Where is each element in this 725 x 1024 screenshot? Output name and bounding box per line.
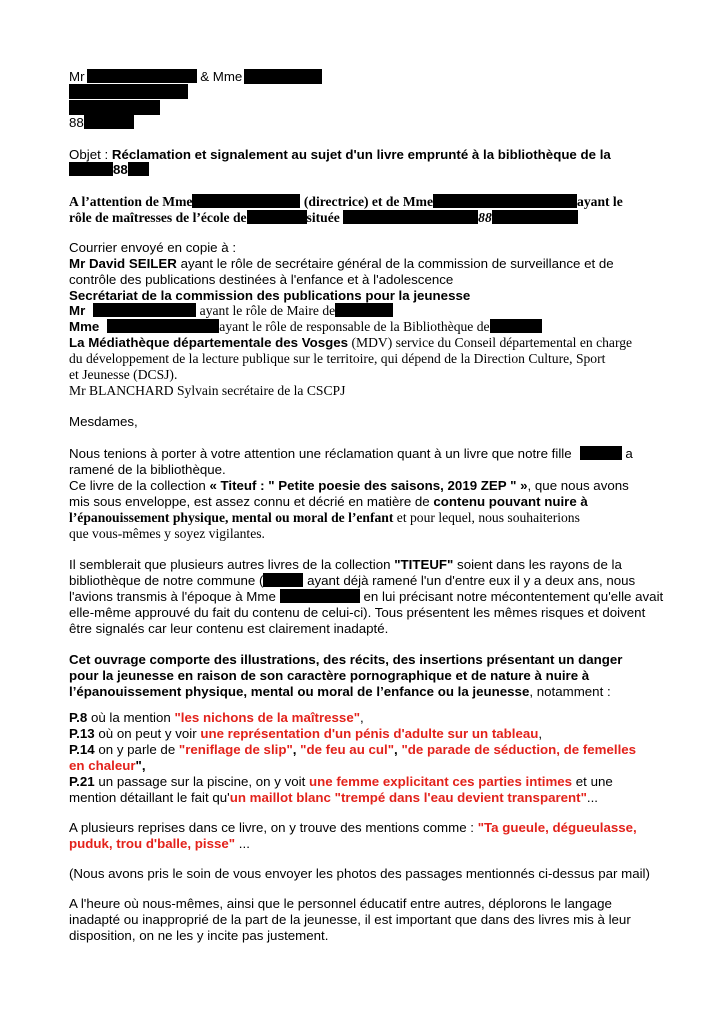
red-quote: "reniflage de slip" <box>178 742 293 757</box>
red-quote: une femme explicitant ces parties intimes <box>309 774 573 789</box>
redaction-box <box>490 319 542 333</box>
biblio-role: ayant le rôle de responsable de la Bibliothèque de <box>219 319 490 334</box>
p2-text: soient dans les rayons de la <box>453 557 622 572</box>
redaction-box <box>84 115 134 129</box>
page-ref: P.21 <box>69 774 95 789</box>
red-quote: "trempé dans l'eau devient transparent" <box>334 790 587 805</box>
copies-intro: Courrier envoyé en copie à : <box>69 240 237 255</box>
p3-line-2: pour la jeunesse en raison de son caractère pornographique et de nature à nuire à <box>69 668 590 683</box>
mention-text: , <box>538 726 543 741</box>
redaction-box <box>128 162 149 176</box>
copies-bibliotheque <box>69 319 542 335</box>
p2-text: Il semblerait que plusieurs autres livres de la collection <box>69 557 395 572</box>
redaction-box <box>93 303 196 317</box>
p1-text: mis sous enveloppe, est assez connu et décrié en matière de <box>69 494 434 509</box>
mention-p21 <box>69 774 613 790</box>
copies-mdv-2: du développement de la lecture publique sur le territoire, qui dépend de la Direction Culture, Sport <box>69 351 606 366</box>
p4-line-1 <box>69 820 637 836</box>
mention-p13 <box>69 726 542 742</box>
p1-text: et pour lequel, nous souhaiterions <box>393 510 580 525</box>
redaction-box <box>263 573 303 587</box>
p4-text: ... <box>235 836 250 851</box>
objet-line-2 <box>69 162 149 178</box>
mention-text: , <box>292 742 301 757</box>
p1-text: a <box>621 446 633 461</box>
seiler-name: Mr David SEILER <box>69 256 177 271</box>
mention-text: où on peut y voir <box>94 726 201 741</box>
redaction-box <box>107 319 219 333</box>
redaction-box <box>335 303 393 317</box>
p1-line-1 <box>69 446 633 462</box>
red-quote: "de feu au cul" <box>300 742 395 757</box>
p1-line-6: que vous-mêmes y soyez vigilantes. <box>69 526 265 541</box>
red-quote: un maillot blanc <box>229 790 331 805</box>
page-ref: P.14 <box>69 742 95 757</box>
mention-text: et une <box>572 774 613 789</box>
p2-text: ayant déjà ramené l'un d'entre eux il y a deux ans, nous <box>303 573 636 588</box>
redaction-box <box>69 162 113 176</box>
attention-line-2 <box>69 210 578 226</box>
mention-p8 <box>69 710 364 726</box>
collection-name: "TITEUF" <box>394 557 454 572</box>
mention-text: , <box>394 742 402 757</box>
attention-text: A l’attention de Mme <box>69 194 193 209</box>
redaction-box <box>433 194 577 208</box>
attention-text: (directrice) et de Mme <box>300 194 434 209</box>
maire-title: Mr <box>69 303 86 318</box>
sender-line-1 <box>69 69 242 85</box>
p2-line-1 <box>69 557 622 573</box>
copies-secretariat: Secrétariat de la commission des publications pour la jeunesse <box>69 288 471 303</box>
mention-text: , <box>360 710 364 725</box>
seiler-role: ayant le rôle de secrétaire général de la commission de surveillance et de <box>176 256 614 271</box>
attention-text: ayant le <box>577 194 623 209</box>
mention-text: ", <box>135 758 146 773</box>
p6-line-1: A l'heure où nous-mêmes, ainsi que le personnel éducatif entre autres, déplorons le langage <box>69 896 612 911</box>
p1-line-5 <box>69 510 580 526</box>
attention-line-1 <box>69 194 623 210</box>
copies-blanchard: Mr BLANCHARD Sylvain secrétaire de la CSCPJ <box>69 383 346 398</box>
p1-line-4 <box>69 494 588 510</box>
p2-line-4: elle-même approuvé du fait du contenu de celui-ci). Tous présentent les mêmes risques et doivent <box>69 605 646 620</box>
redaction-box <box>247 210 307 224</box>
copies-seiler <box>69 256 614 272</box>
attention-postal: 88 <box>478 210 492 225</box>
redaction-box <box>69 84 188 99</box>
mention-text: ... <box>586 790 598 805</box>
p3-line-1: Cet ouvrage comporte des illustrations, des récits, des insertions présentant un danger <box>69 652 623 667</box>
p1-line-3 <box>69 478 629 494</box>
mention-text: mention détaillant le fait qu' <box>69 790 230 805</box>
mdv-role: (MDV) service du Conseil départemental en charge <box>348 335 633 350</box>
sender-postal-prefix: 88 <box>69 115 84 130</box>
sender-postal-line <box>69 115 134 131</box>
objet-line-1 <box>69 147 611 163</box>
red-quote: puduk, trou d'balle, pisse" <box>69 836 236 851</box>
attention-text: rôle de maîtresses de l’école de <box>69 210 247 225</box>
attention-text: située <box>306 210 344 225</box>
copies-seiler-2: contrôle des publications destinées à l'enfance et à l'adolescence <box>69 272 454 287</box>
p2-text: bibliothèque de notre commune ( <box>69 573 264 588</box>
red-quote: une représentation d'un pénis d'adulte sur un tableau <box>200 726 539 741</box>
page-ref: P.13 <box>69 726 95 741</box>
p1-text: Nous tenions à porter à votre attention une réclamation quant à un livre que notre fille <box>69 446 572 461</box>
p3-text: , notamment : <box>529 684 611 699</box>
objet-label: Objet : <box>69 147 112 162</box>
biblio-title: Mme <box>69 319 100 334</box>
p6-line-2: inadapté ou inapproprié de la part de la jeunesse, il est important que dans des livres mis à leur <box>69 912 631 927</box>
p2-line-3 <box>69 589 663 605</box>
redaction-box <box>192 194 300 208</box>
mention-p14 <box>69 742 636 758</box>
p5-line: (Nous avons pris le soin de vous envoyer les photos des passages mentionnés ci-dessus par mail) <box>69 866 650 881</box>
p1-text: Ce livre de la collection <box>69 478 210 493</box>
maire-role: ayant le rôle de Maire de <box>196 303 336 318</box>
p2-text: en lui précisant notre mécontentement qu'elle avait <box>359 589 664 604</box>
p1-line-2: ramené de la bibliothèque. <box>69 462 226 477</box>
mention-p21-2 <box>69 790 598 806</box>
copies-maire <box>69 303 393 319</box>
mdv-name: La Médiathèque départementale des Vosges <box>69 335 349 350</box>
red-quote: en chaleur <box>69 758 136 773</box>
redaction-box <box>492 210 578 224</box>
p1-bold-text: contenu pouvant nuire à <box>433 494 588 509</box>
p4-line-2 <box>69 836 250 852</box>
salutation: Mesdames, <box>69 414 138 429</box>
copies-mdv-3: et Jeunesse (DCSJ). <box>69 367 178 382</box>
sender-mr: Mr <box>69 69 85 84</box>
p2-line-2 <box>69 573 635 589</box>
redaction-box <box>69 100 160 115</box>
red-quote: "Ta gueule, dégueulasse, <box>477 820 637 835</box>
p3-bold-text: l’épanouissement physique, mental ou moral de l’enfance ou la jeunesse <box>69 684 530 699</box>
mention-text: on y parle de <box>94 742 179 757</box>
page-ref: P.8 <box>69 710 88 725</box>
sender-and-mme: & Mme <box>200 69 243 84</box>
redaction-box <box>280 589 360 603</box>
redaction-box <box>343 210 478 224</box>
copies-mdv <box>69 335 632 351</box>
redaction-box <box>244 69 322 84</box>
red-quote: "les nichons de la maîtresse" <box>174 710 361 725</box>
p1-bold-text: l’épanouissement physique, mental ou moral de l’enfant <box>69 510 394 525</box>
p4-text: A plusieurs reprises dans ce livre, on y trouve des mentions comme : <box>69 820 478 835</box>
mention-p14-2 <box>69 758 146 774</box>
objet-title: Réclamation et signalement au sujet d'un livre emprunté à la bibliothèque de la <box>111 147 611 162</box>
objet-postal: 88 <box>113 162 128 177</box>
p1-text: , que nous avons <box>527 478 629 493</box>
red-quote: "de parade de séduction, de femelles <box>401 742 637 757</box>
p2-line-5: être signalés car leur contenu est clairement inadapté. <box>69 621 389 636</box>
mention-text: où la mention <box>87 710 175 725</box>
mention-text: un passage sur la piscine, on y voit <box>94 774 309 789</box>
p3-line-3 <box>69 684 611 700</box>
p2-text: l'avions transmis à l'époque à Mme <box>69 589 276 604</box>
book-title: « Titeuf : " Petite poesie des saisons, 2019 ZEP " » <box>209 478 528 493</box>
p6-line-3: disposition, on ne les y incite pas justement. <box>69 928 329 943</box>
redaction-box <box>87 69 197 83</box>
redaction-box <box>580 446 622 460</box>
